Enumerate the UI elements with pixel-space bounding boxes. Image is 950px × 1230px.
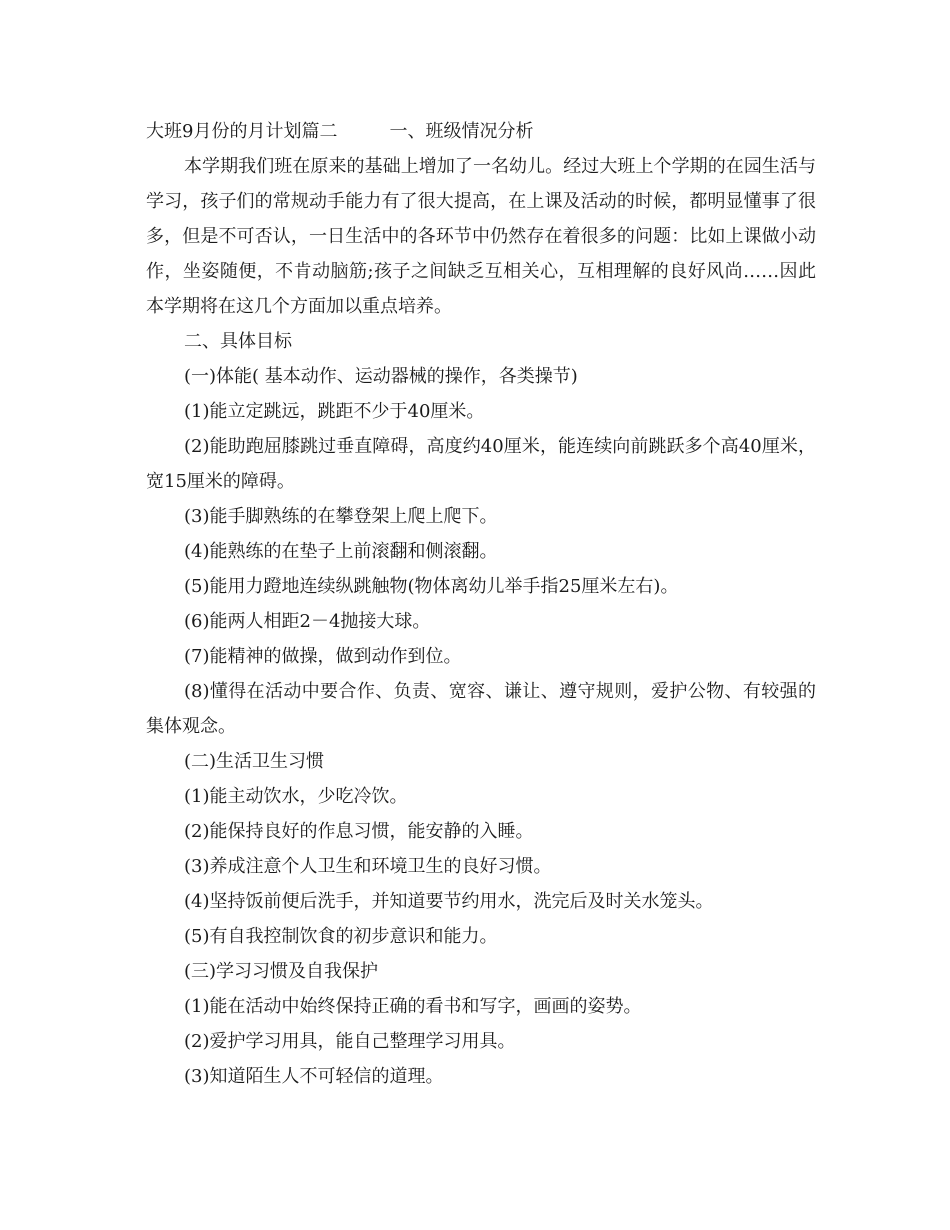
physical-item: (3)能手脚熟练的在攀登架上爬上爬下。 [184,506,498,527]
hygiene-heading: (二)生活卫生习惯 [184,751,325,772]
study-item: (3)知道陌生人不可轻信的道理。 [184,1066,444,1087]
physical-item: (8)懂得在活动中要合作、负责、宽容、谦让、遵守规则，爱护公物、有较强的集体观念。 [146,681,816,737]
study-heading: (三)学习习惯及自我保护 [184,961,379,982]
hygiene-item: (3)养成注意个人卫生和环境卫生的良好习惯。 [184,856,552,877]
study-item: (2)爱护学习用具，能自己整理学习用具。 [184,1031,516,1052]
physical-item: (4)能熟练的在垫子上前滚翻和侧滚翻。 [184,541,498,562]
document-page [146,114,816,1094]
intro-paragraph: 本学期我们班在原来的基础上增加了一名幼儿。经过大班上个学期的在园生活与学习，孩子们的常规动手能力有了很大提高，在上课及活动的时候，都明显懂事了很多，但是不可否认，一日生活中的各环节中仍然存在着很多的问题：比如上课做小动作，坐姿随便，不肯动脑筋;孩子之间缺乏互相关心，互相理解的良好风尚……因此本学期将在这几个方面加以重点培养。 [146,156,816,317]
physical-item: (5)能用力蹬地连续纵跳触物(物体离幼儿举手指25厘米左右)。 [184,576,679,597]
hygiene-item: (1)能主动饮水，少吃冷饮。 [184,786,408,807]
hygiene-item: (5)有自我控制饮食的初步意识和能力。 [184,926,498,947]
title-line [146,114,816,149]
section1-heading: 一、班级情况分析 [389,121,534,142]
hygiene-item: (4)坚持饭前便后洗手，并知道要节约用水，洗完后及时关水笼头。 [184,891,714,912]
hygiene-item: (2)能保持良好的作息习惯，能安静的入睡。 [184,821,534,842]
study-item: (1)能在活动中始终保持正确的看书和写字，画画的姿势。 [184,996,642,1017]
document-title: 大班9月份的月计划篇二 [146,121,338,142]
section2-heading: 二、具体目标 [184,331,292,352]
physical-item: (1)能立定跳远，跳距不少于40厘米。 [184,401,485,422]
physical-item: (6)能两人相距2－4抛接大球。 [184,611,431,632]
physical-item: (7)能精神的做操，做到动作到位。 [184,646,462,667]
physical-item: (2)能助跑屈膝跳过垂直障碍，高度约40厘米，能连续向前跳跃多个高40厘米，宽15厘米的障碍。 [146,436,816,492]
physical-heading: (一)体能( 基本动作、运动器械的操作，各类操节) [184,366,578,387]
